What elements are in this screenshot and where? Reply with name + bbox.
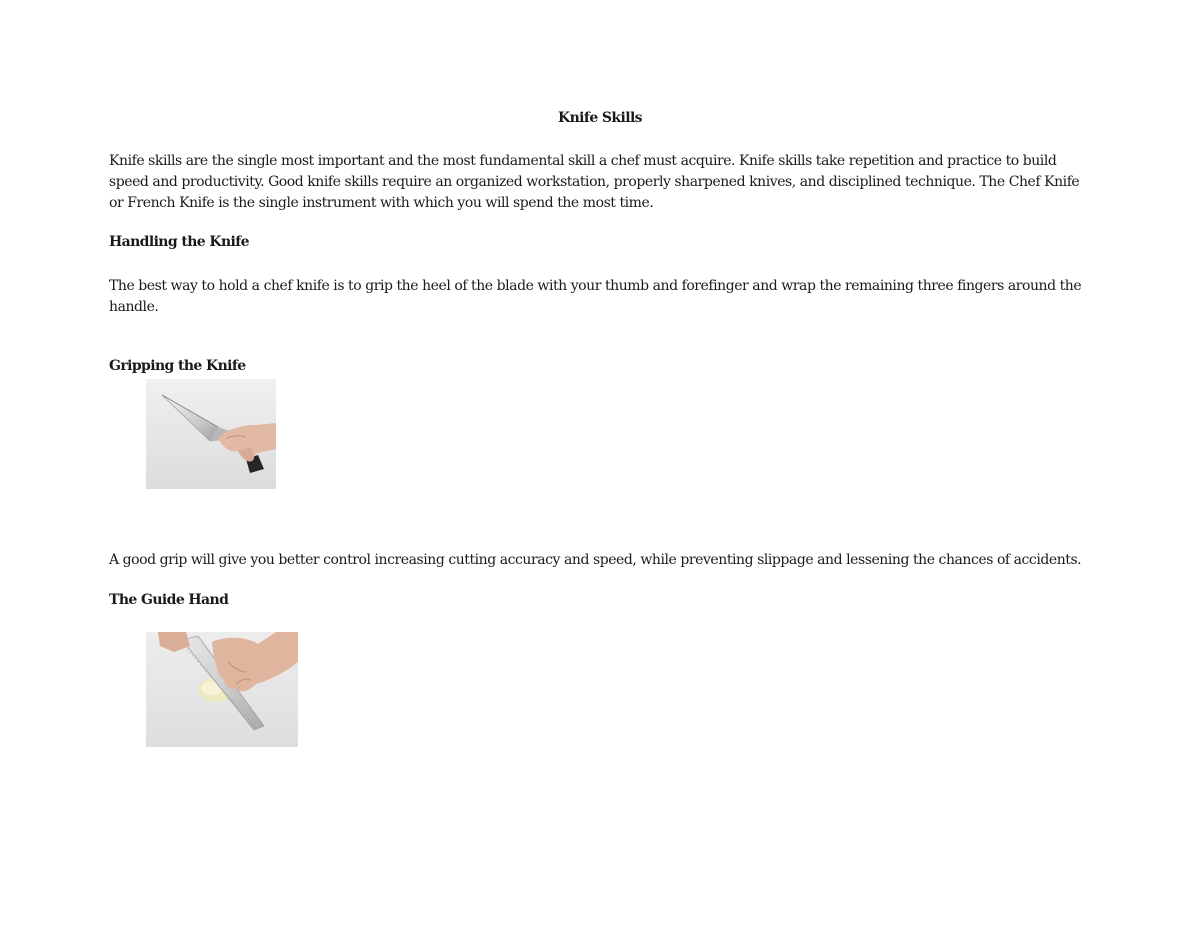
section-heading-handling: Handling the Knife (109, 234, 249, 250)
knife-grip-photo (146, 379, 276, 489)
section-heading-guide-hand: The Guide Hand (109, 592, 229, 608)
gripping-paragraph: A good grip will give you better control increasing cutting accuracy and speed, while preventing slippage and lessening the chances of accidents. (109, 552, 1082, 568)
section-heading-gripping: Gripping the Knife (109, 358, 246, 374)
document-title: Knife Skills (558, 110, 642, 126)
intro-paragraph: Knife skills are the single most important and the most fundamental skill a chef must acquire. Knife skills take repetition and practice to build speed and productivity. Good knife skills require an organized workstation, properly sharpened knives, and disciplined technique. The Chef Knife or French Knife is the single instrument with which you will spend the most time. (109, 153, 1080, 211)
handling-paragraph: The best way to hold a chef knife is to grip the heel of the blade with your thumb and forefinger and wrap the remaining three fingers around the handle. (109, 278, 1082, 315)
guide-hand-photo (146, 632, 298, 747)
